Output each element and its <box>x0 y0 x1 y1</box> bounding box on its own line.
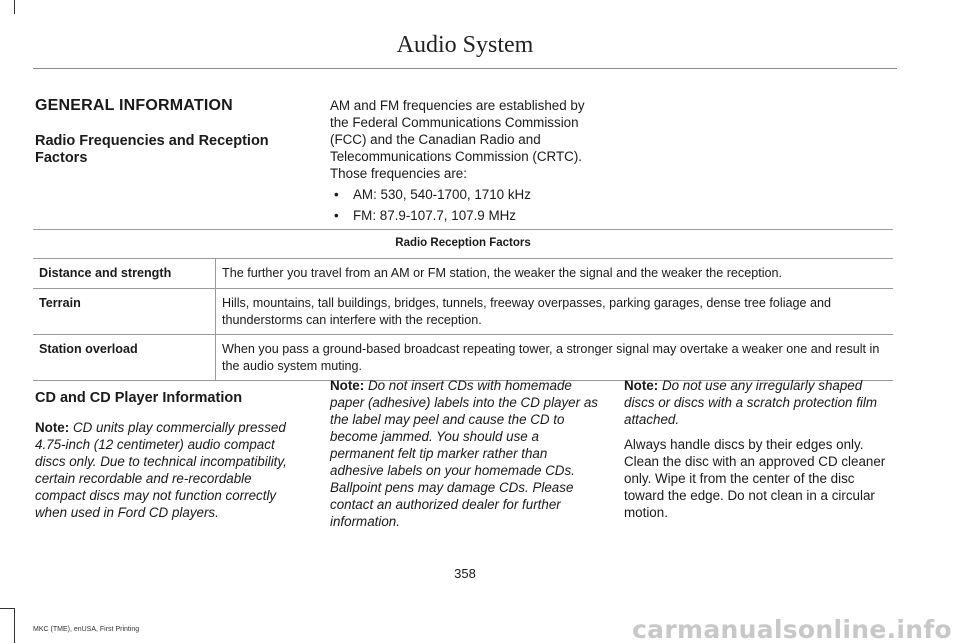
factor-description: Hills, mountains, tall buildings, bridges, tunnels, freeway overpasses, parking garages, dense tree foliage and thunderstorms can interfere with the reception. <box>216 289 894 335</box>
frequency-intro-text: AM and FM frequencies are established by the Federal Communications Commission (FCC) and the Canadian Radio and Telecommunications Commission (CRTC). Those frequencies are: <box>330 98 585 181</box>
print-info: MKC (TME), enUSA, First Printing <box>33 626 140 633</box>
radio-reception-factors-table <box>33 229 893 381</box>
crop-mark-bottom-left <box>14 608 15 643</box>
note-text: Do not insert CDs with homemade paper (adhesive) labels into the CD player as the label may peel and cause the CD to become jammed. You should use a permanent felt tip marker rather than adhesive labels on your homemade CDs. Ballpoint pens may damage CDs. Please contact an authorized dealer for further information. <box>330 378 598 529</box>
frequency-list <box>330 186 605 224</box>
note-text: Do not use any irregularly shaped discs or discs with a scratch protection film attached. <box>624 378 878 427</box>
table-row <box>33 289 893 335</box>
factor-description: When you pass a ground-based broadcast repeating tower, a stronger signal may overtake a weaker one and result in the audio system muting. <box>216 335 894 381</box>
factor-label: Station overload <box>33 335 216 381</box>
cd-note-column-1 <box>35 419 303 529</box>
note-text: CD units play commercially pressed 4.75-inch (12 centimeter) audio compact discs only. Due to technical incompatibility, certain recordable and re-recordable compact discs may not function correctly when used in Ford CD players. <box>35 420 287 520</box>
radio-frequencies-subheading: Radio Frequencies and Reception Factors <box>35 133 269 166</box>
watermark: carmanualsonline.info <box>632 615 952 644</box>
page-title: Audio System <box>396 32 534 58</box>
table-row <box>33 335 893 381</box>
table-title: Radio Reception Factors <box>33 230 893 259</box>
note-label: Note: <box>330 378 365 393</box>
factor-label: Distance and strength <box>33 259 216 289</box>
factor-label: Terrain <box>33 289 216 335</box>
note-label: Note: <box>35 420 70 435</box>
title-divider <box>33 68 897 69</box>
cd-note-1 <box>35 419 303 521</box>
cd-note-3 <box>624 377 896 428</box>
frequency-am: • AM: 530, 540-1700, 1710 kHz <box>330 186 605 203</box>
cd-note-column-2 <box>330 377 598 538</box>
crop-mark-top-left <box>14 0 15 14</box>
cd-note-column-3 <box>624 377 896 529</box>
factor-description: The further you travel from an AM or FM station, the weaker the signal and the weaker the reception. <box>216 259 894 289</box>
frequency-fm: • FM: 87.9-107.7, 107.9 MHz <box>330 207 605 224</box>
table-header-row <box>33 230 893 259</box>
cd-handling-text: Always handle discs by their edges only. Clean the disc with an approved CD cleaner only. Wipe it from the center of the disc toward the edge. Do not clean in a circular motion. <box>624 437 886 520</box>
note-label: Note: <box>624 378 659 393</box>
table-row <box>33 259 893 289</box>
cd-note-2 <box>330 377 598 530</box>
crop-mark-bottom-left-h <box>0 608 14 609</box>
general-information-heading: GENERAL INFORMATION <box>35 97 233 114</box>
page-number: 358 <box>454 566 476 581</box>
cd-player-heading: CD and CD Player Information <box>35 390 243 406</box>
frequency-intro-column <box>330 97 605 228</box>
